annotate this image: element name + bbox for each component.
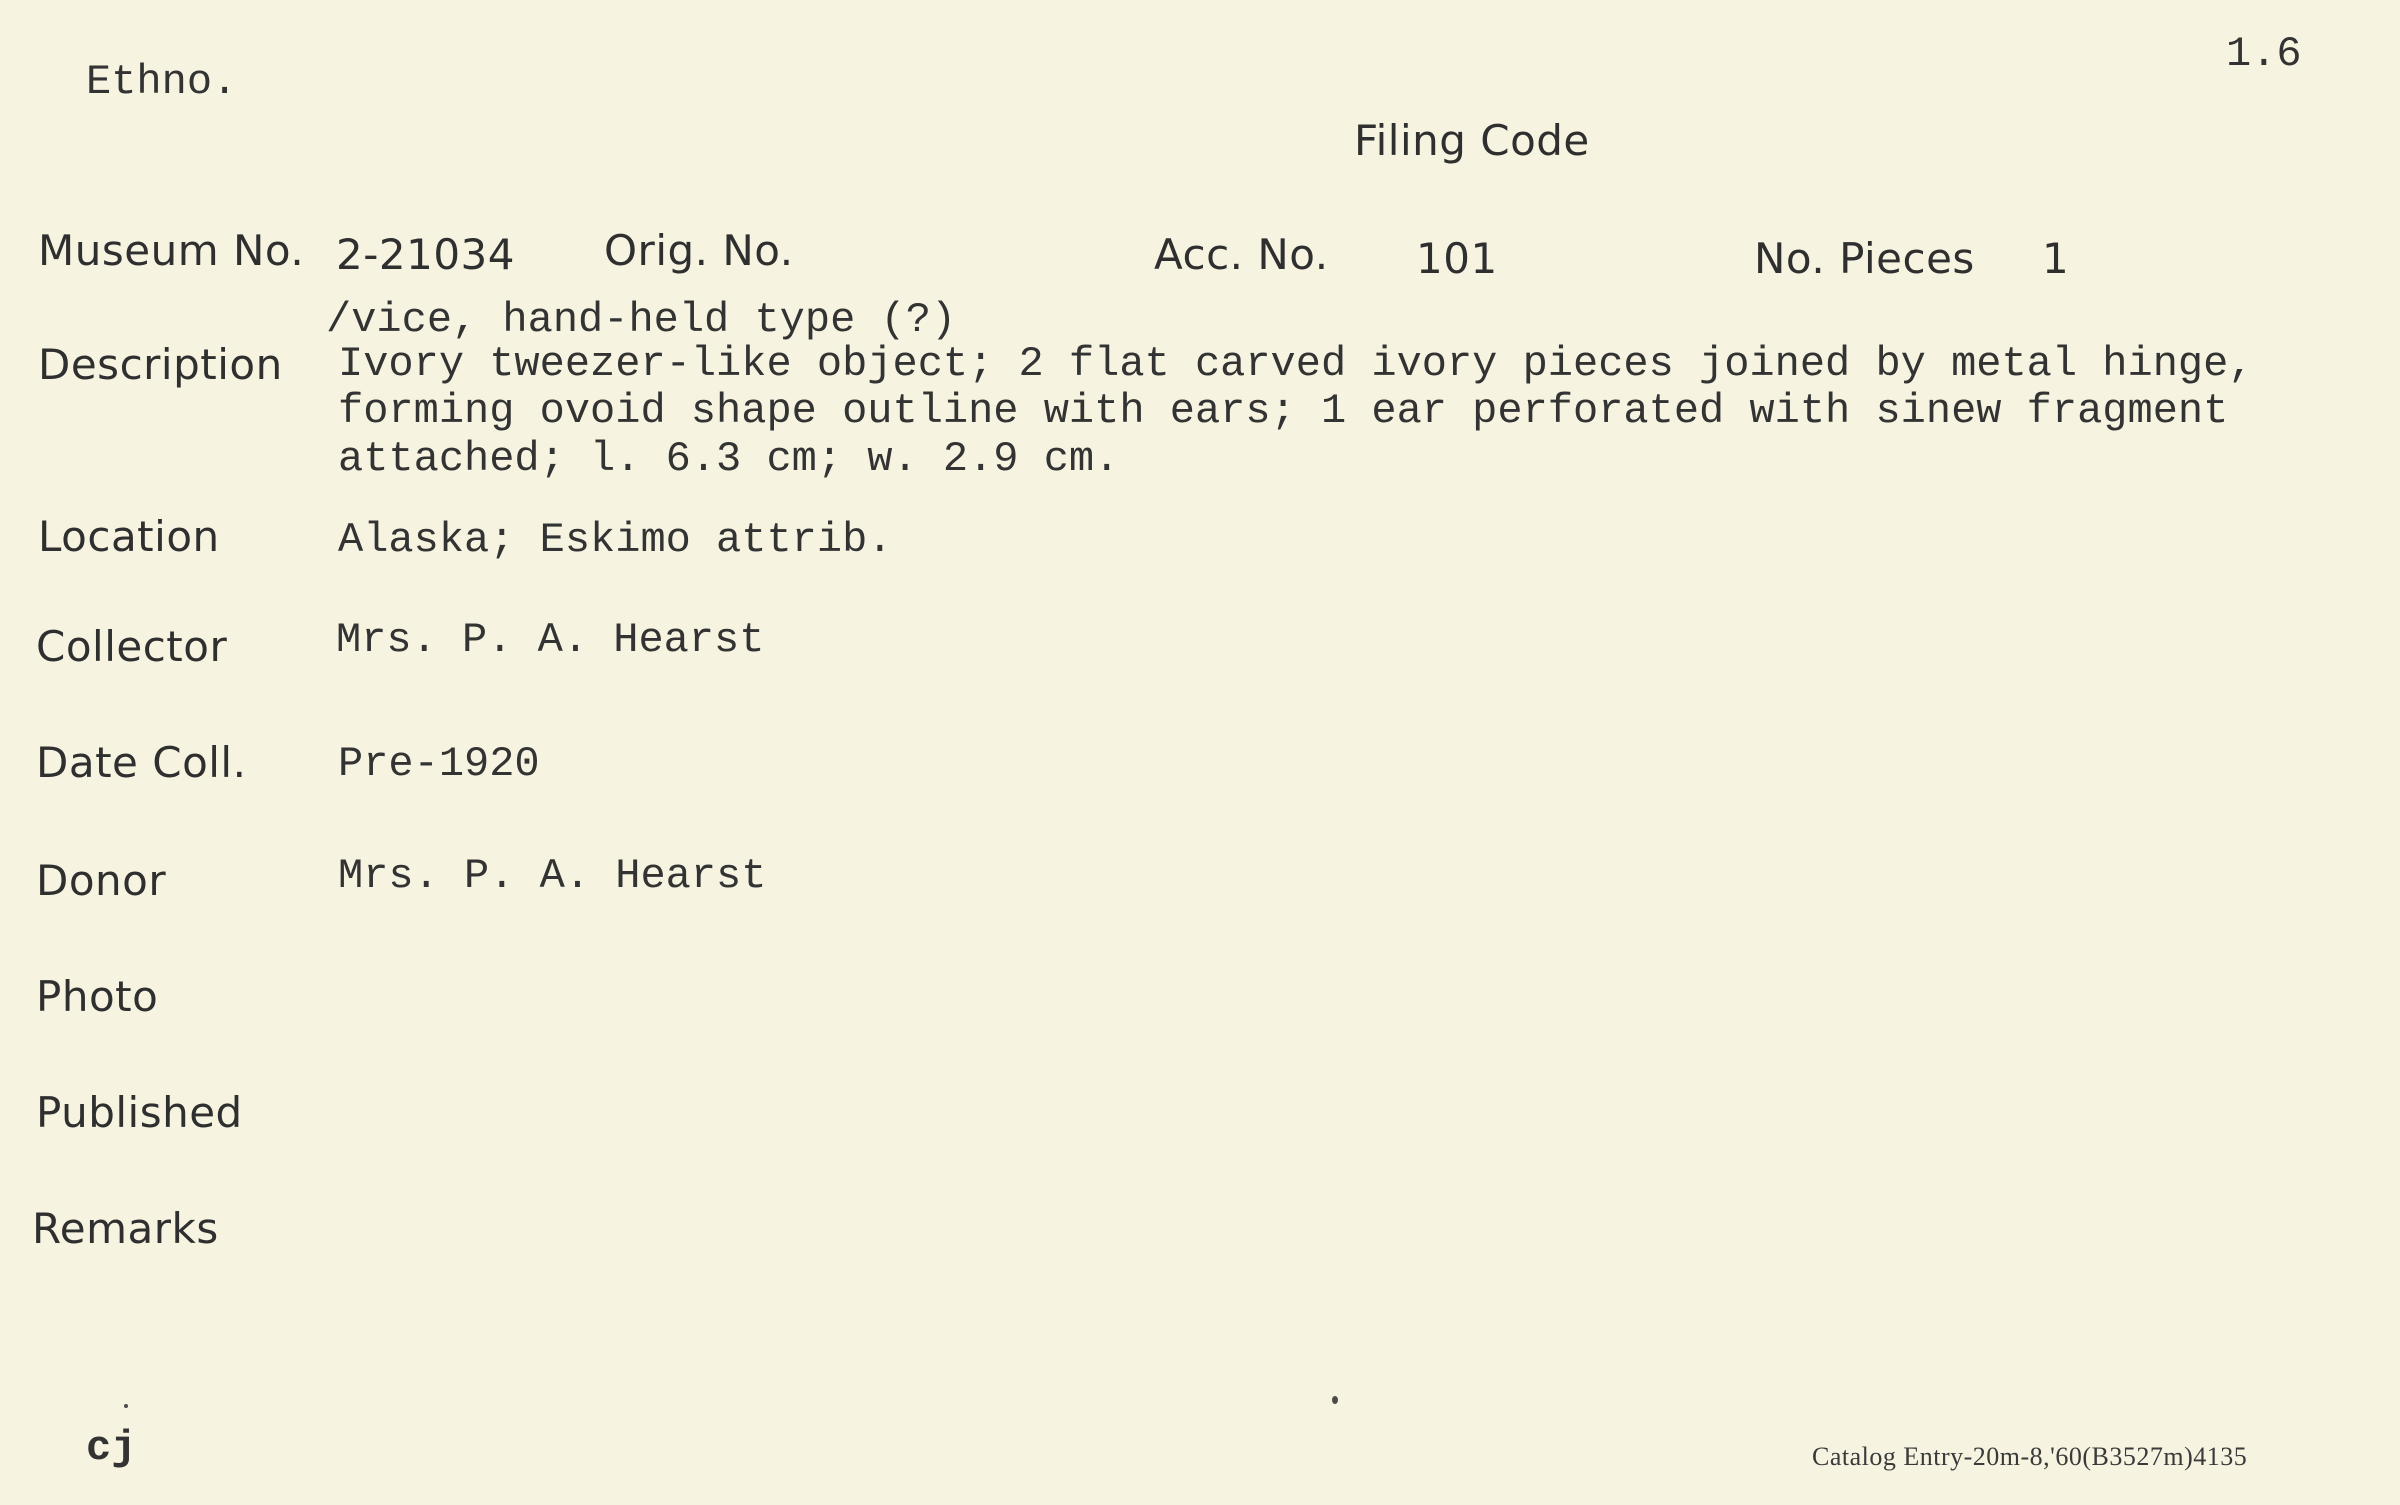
acc-no-label: Acc. No.	[1154, 230, 1329, 279]
date-collected-label: Date Coll.	[36, 738, 247, 787]
department-label: Ethno.	[86, 58, 238, 106]
collector-value: Mrs. P. A. Hearst	[336, 616, 765, 664]
photo-label: Photo	[36, 972, 159, 1021]
acc-no-value: 101	[1416, 234, 1498, 283]
date-collected-value: Pre-1920	[338, 740, 540, 788]
description-line: attached; l. 6.3 cm; w. 2.9 cm.	[338, 435, 1120, 483]
catalog-reference: 1.6	[2226, 30, 2302, 78]
ink-speck	[1332, 1396, 1338, 1404]
description-line: forming ovoid shape outline with ears; 1 ear perforated with sinew fragment	[338, 387, 2229, 435]
museum-no-value: 2-21034	[336, 230, 515, 279]
description-line: Ivory tweezer-like object; 2 flat carved ivory pieces joined by metal hinge,	[338, 340, 2254, 388]
remarks-label: Remarks	[32, 1204, 219, 1253]
ink-speck	[124, 1404, 128, 1408]
pieces-label: No. Pieces	[1754, 234, 1975, 283]
donor-label: Donor	[36, 856, 167, 905]
pieces-value: 1	[2042, 234, 2070, 283]
print-line: Catalog Entry-20m-8,'60(B3527m)4135	[1812, 1442, 2248, 1471]
museum-no-label: Museum No.	[38, 226, 305, 275]
initials: cj	[86, 1424, 137, 1472]
collector-label: Collector	[36, 622, 228, 671]
description-insert: /vice, hand-held type (?)	[326, 296, 957, 344]
donor-value: Mrs. P. A. Hearst	[338, 852, 767, 900]
filing-code-label: Filing Code	[1354, 116, 1590, 165]
location-label: Location	[38, 512, 220, 561]
published-label: Published	[36, 1088, 243, 1137]
location-value: Alaska; Eskimo attrib.	[338, 516, 893, 564]
description-label: Description	[38, 340, 283, 389]
orig-no-label: Orig. No.	[604, 226, 794, 275]
